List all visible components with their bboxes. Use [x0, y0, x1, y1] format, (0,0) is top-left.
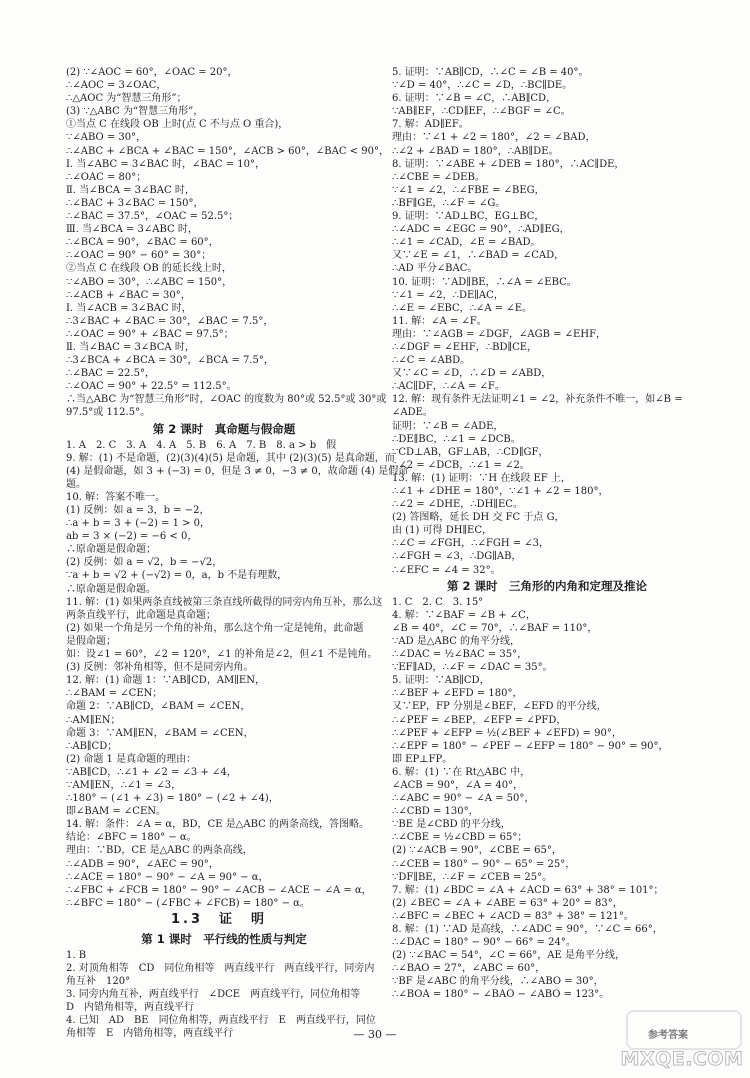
answer-line: 即 EP⊥FP。: [392, 753, 453, 765]
answer-line: ∵a + b = √2 + (−√2) = 0，a，b 不是有理数，: [66, 570, 288, 582]
answer-line: ∴AC∥DF，∴∠A = ∠F。: [392, 381, 505, 393]
answer-line: 即∠BAM = ∠CEN。: [66, 806, 167, 818]
answer-line: (2) ∵∠AOC = 60°，∠OAC = 20°，: [66, 67, 238, 78]
answer-line: ∴AD 平分∠BAC。: [392, 263, 478, 275]
answer-line: ∴∠BAC + 3∠BAC = 150°，: [66, 197, 204, 209]
answer-line: ∴∠2 + ∠BAD = 180°，∴AB∥DE。: [392, 145, 559, 157]
answer-line: ∴∠BFC = 180° − (∠FBC + ∠FCB) = 180° − α。: [66, 897, 310, 909]
answer-line: ∴∠FGH = ∠3，∴DG∥AB，: [392, 551, 522, 563]
answer-line: 又∵∠E = ∠1，∴∠BAD = ∠CAD，: [392, 250, 565, 262]
answer-line: ∵BE 是∠CBD 的平分线，: [392, 819, 511, 831]
answer-line: ∴∠OAC = 80°；: [66, 171, 147, 183]
answer-line: 理由：∵∠1 + ∠2 = 180°，∠2 = ∠BAD，: [392, 132, 596, 144]
answer-line: (1) 反例：如 a = 3，b = −2，: [66, 505, 210, 516]
answer-line: ∴∠1 + ∠DHE = 180°，∵∠1 + ∠2 = 180°，: [392, 486, 609, 497]
answer-line: ∴a + b = 3 + (−2) = 1 > 0，: [66, 518, 211, 530]
answer-line: ∴∠1 = ∠CAD，∠E = ∠BAD。: [392, 237, 541, 249]
answer-line: 2. 对顶角相等 CD 同位角相等 两直线平行 两直线平行，同旁内: [66, 963, 375, 974]
answer-line: ∴∠DAC = 180° − 90° − 66° = 24°。: [392, 937, 576, 949]
answer-line: ∵∠1 = ∠2，∴∠FBE = ∠BEG，: [392, 184, 545, 196]
answer-line: ①当点 C 在线段 OB 上时(点 C 不与点 O 重合)，: [66, 119, 289, 131]
answer-line: ab = 3 × (−2) = −6 < 0，: [66, 531, 198, 543]
answer-line: (2) 如果一个角是另一个角的补角，那么这个角一定是钝角，此命题: [66, 622, 364, 634]
answer-line: ∴∠E = ∠EBC，∴∠A = ∠E。: [392, 302, 533, 314]
answer-line: 8. 证明：∵∠ABE + ∠DEB = 180°，∴AC∥DE，: [392, 158, 625, 170]
answer-line: 两条直线平行，此命题是真命题；: [66, 609, 216, 621]
answer-line: ∴∠CBE = ∠DEB。: [392, 171, 485, 183]
answer-line: ∴∠CBE = ½∠CBD = 65°；: [392, 832, 528, 844]
watermark-text: MXQE.COM: [620, 1048, 744, 1070]
answer-line: (2) 命题 1 是真命题的理由：: [66, 753, 197, 765]
answer-line: 8. 解：(1) ∵AD 是高线，∴∠ADC = 90°，∵∠C = 66°，: [392, 924, 663, 935]
answer-line: ∴∠PEF = ∠BEP，∠EFP = ∠PFD，: [392, 714, 567, 726]
answer-line: ∴∠EPF = 180° − ∠PEF − ∠EFP = 180° − 90° = 90°，: [392, 740, 669, 752]
section-heading: 第 2 课时 真命题与假命题: [152, 421, 296, 436]
answer-line: ∴AB∥CD；: [66, 740, 118, 752]
answer-line: ∴∠CEB = 180° − 90° − 65° = 25°，: [392, 858, 576, 870]
answer-line: ∴∠BFC = ∠BEC + ∠ACD = 83° + 38° = 121°。: [392, 910, 634, 922]
answer-line: 11. 解：(1) 如果两条直线被第三条直线所截得的同旁内角互补，那么这: [66, 596, 383, 608]
answer-line: (4) 是假命题，如 3 + (−3) = 0，但是 3 ≠ 0，−3 ≠ 0，故命题 (4) 是假命: [66, 465, 409, 477]
answer-line: ∵∠1 = ∠2，∴DE∥AC，: [392, 289, 504, 301]
answer-line: Ⅲ. 当∠BCA = 3∠ABC 时，: [66, 224, 198, 236]
answer-line: ∴∠DGF = ∠EHF，∴BD∥CE，: [392, 341, 538, 353]
answer-line: ∴180° − (∠1 + ∠3) = 180° − (∠2 + ∠4)，: [66, 793, 279, 805]
answer-line: 1. C 2. C 3. 15°: [392, 596, 484, 608]
answer-line: 1. B: [66, 949, 87, 961]
answer-line: ∵∠ABO = 30°，: [66, 132, 147, 144]
answer-line: 又∵EP，FP 分别是∠BEF，∠EFD 的平分线，: [392, 701, 607, 713]
answer-line: 3. 同旁内角互补，两直线平行 ∠DCE 两直线平行，同位角相等: [66, 989, 361, 1001]
answer-line: 命题 2：∵AB∥CD，∠BAM = ∠CEN，: [66, 701, 251, 713]
answer-line: ∴∠C = ∠FGH，∴∠FGH = ∠3，: [392, 538, 550, 550]
answer-line: 6. 解：(1) ∵在 Rt△ABC 中，: [392, 766, 531, 778]
answer-key-tag: 参考答案: [648, 1030, 688, 1041]
answer-line: (2) 反例：如 a = √2，b = −√2，: [66, 557, 223, 569]
answer-line: ∴∠OAC = 90° − 60° = 30°；: [66, 250, 212, 262]
answer-line: ∵AD 是△ABC 的角平分线，: [392, 635, 521, 647]
answer-line: 12. 解：现有条件无法证明∠1 = ∠2，补充条件不唯一，如∠B =: [392, 394, 683, 406]
answer-line: ∵DF∥BE，∴∠F = ∠CEB = 25°。: [392, 871, 553, 883]
answer-line: ∴原命题是假命题。: [66, 583, 156, 595]
answer-line: ∠ACB = 90°，∠A = 40°，: [392, 779, 524, 791]
answer-line: 9. 证明：∵AD⊥BC，EG⊥BC，: [392, 211, 545, 223]
answer-line: ∴∠AOC = 3∠OAC，: [66, 80, 167, 92]
answer-line: ∴∠DAC = ½∠BAC = 35°，: [392, 649, 528, 661]
answer-line: 7. 解：(1) ∠BDC = ∠A + ∠ACD = 63° + 38° = 101°；: [392, 884, 664, 896]
answer-line: 9. 解：(1) 不是命题，(2)(3)(4)(5) 是命题，其中 (2)(3)(5) 是真命题，而: [66, 452, 395, 464]
answer-line: 角相等 E 内错角相等，两直线平行: [66, 1028, 234, 1040]
answer-line: 11. 解：∠A = ∠F。: [392, 315, 487, 327]
answer-line: 13. 解：(1) 证明：∵H 在线段 EF 上，: [392, 472, 571, 484]
answer-line: ∴∠CBD = 130°，: [392, 806, 479, 818]
answer-line: ②当点 C 在线段 OB 的延长线上时，: [66, 263, 232, 275]
answer-line: ∴∠BEF + ∠EFD = 180°，: [392, 688, 523, 700]
answer-line: ∴∠BAO = 27°，∠ABC = 60°，: [392, 963, 546, 975]
answer-line: ∴∠ADB = 90°，∠AEC = 90°，: [66, 858, 219, 870]
answer-line: ∴∠BAC = 37.5°，∠OAC = 52.5°；: [66, 211, 239, 223]
answer-line: ∵BF 是∠ABC 的角平分线，∴∠ABO = 30°，: [392, 976, 604, 988]
answer-line: 14. 解：条件：∠A = α，BD，CE 是△ABC 的两条高线，答图略。: [66, 819, 369, 831]
answer-line: ∴原命题是假命题；: [66, 544, 156, 556]
answer-line: (3) ∵△ABC 为“智慧三角形”，: [66, 106, 204, 118]
answer-line: (2) ∵∠ACB = 90°，∠CBE = 65°，: [392, 845, 562, 857]
answer-line: ∵CD⊥AB，GF⊥AB，∴CD∥GF，: [392, 446, 549, 458]
answer-line: 97.5°或 112.5°。: [66, 407, 151, 419]
answer-line: (2) 答图略，延长 DH 交 FC 于点 G，: [392, 512, 565, 524]
answer-line: 12. 解：(1) 命题 1：∵AB∥CD，AM∥EN，: [66, 675, 265, 687]
answer-line: 10. 证明：∵AD∥BE，∴∠A = ∠EBC。: [392, 276, 577, 288]
answer-line: 角互补 120°: [66, 976, 131, 988]
answer-line: 由 (1) 可得 DH∥EC，: [392, 525, 493, 537]
answer-line: 4. 解：∵∠BAF = ∠B + ∠C，: [392, 609, 536, 621]
answer-line: ∴3∠BCA + ∠BCA = 30°，∠BCA = 7.5°，: [66, 355, 274, 367]
answer-line: (3) 反例：邻补角相等，但不是同旁内角。: [66, 662, 254, 674]
answer-line: ∵AM∥EN，∴∠1 = ∠3，: [66, 779, 182, 791]
answer-line: 7. 解：AD∥EF。: [392, 119, 469, 131]
answer-line: ∴∠ABC + ∠BCA + ∠BAC = 150°，∠ACB > 60°，∠BAC < 90°，: [66, 145, 389, 157]
answer-line: ∴∠C = ∠ABD。: [392, 355, 471, 367]
answer-line: ∴∠EFC = ∠4 = 32°。: [392, 564, 501, 576]
answer-line: 6. 证明：∵∠B = ∠C，∴AB∥CD，: [392, 93, 557, 105]
answer-line: ∴∠BOA = 180° − ∠BAO − ∠ABO = 123°。: [392, 989, 610, 1001]
answer-line: ∠B = 40°，∠C = 70°，∴∠BAF = 110°，: [392, 622, 598, 634]
answer-line: ∴AM∥EN；: [66, 714, 121, 726]
answer-line: ∵AB∥EF，∴CD∥EF，∴∠BGF = ∠C。: [392, 106, 571, 118]
answer-line: ∴3∠BAC + ∠BAC = 30°，∠BAC = 7.5°，: [66, 315, 274, 327]
answer-line: 10. 解：答案不唯一。: [66, 491, 166, 503]
right-column: [392, 66, 692, 1002]
answer-line: ∴∠2 = ∠DHE，∴DH∥EC。: [392, 499, 523, 511]
answer-line: Ⅰ. 当∠ACB = 3∠BAC 时，: [66, 302, 192, 314]
answer-line: Ⅱ. 当∠BCA = 3∠BAC 时，: [66, 184, 195, 196]
answer-line: ∠ADE。: [392, 407, 433, 419]
answer-line: 证明：∵∠B = ∠ADE，: [392, 420, 504, 432]
answer-line: ∵EF∥AD，∴∠F = ∠DAC = 35°。: [392, 662, 553, 674]
answer-line: ∴∠ADC = ∠EGC = 90°，∴AD∥EG，: [392, 224, 570, 236]
answer-line: 如：设∠1 = 60°，∠2 = 120°，∠1 的补角是∠2，但∠1 不是钝角。: [66, 649, 378, 661]
answer-line: ∴DE∥BC，∴∠1 = ∠DCB。: [392, 433, 521, 445]
answer-line: (2) ∠BEC = ∠A + ∠ABE = 63° + 20° = 83°，: [392, 897, 623, 909]
answer-line: ∴∠BCA = 90°，∠BAC = 60°，: [66, 237, 219, 249]
answer-line: ∴∠OAC = 90° + 22.5° = 112.5°。: [66, 381, 237, 393]
answer-line: ∴当△ABC 为“智慧三角形”时，∠OAC 的度数为 80°或 52.5°或 30°或: [66, 394, 387, 406]
answer-line: ∴∠ACE = 180° − 90° − ∠A = 90° − α，: [66, 871, 269, 883]
answer-line: ∴∠ACB + ∠BAC = 30°，: [66, 289, 191, 301]
answer-line: 理由：∵BD，CE 是△ABC 的两条高线，: [66, 845, 253, 857]
watermark-stamp-icon: [626, 1010, 742, 1050]
section-heading: 第 1 课时 平行线的性质与判定: [141, 931, 307, 946]
left-column: [66, 66, 409, 1041]
answer-line: ∴∠2 = ∠DCB，∴∠1 = ∠2。: [392, 459, 530, 471]
answer-line: D 内错角相等，两直线平行: [66, 1002, 195, 1014]
answer-line: ∴∠BAC = 22.5°，: [66, 368, 155, 380]
answer-line: ∵∠D = 40°，∴∠C = ∠D，∴BC∥DE。: [392, 80, 573, 92]
answer-line: 又∵∠C = ∠D，∴∠D = ∠ABD，: [392, 368, 552, 380]
answer-line: 命题 3：∵AM∥EN，∠BAM = ∠CEN，: [66, 727, 254, 739]
answer-line: ∴∠OAC = 90° + ∠BAC = 97.5°；: [66, 328, 234, 340]
answer-line: ∵AB∥CD，∴∠1 + ∠2 = ∠3 + ∠4，: [66, 766, 237, 778]
watermark-logo: [620, 1040, 744, 1074]
section-heading: 第 2 课时 三角形的内角和定理及推论: [446, 578, 647, 593]
answer-line: 5. 证明：∵AB∥CD，: [392, 675, 490, 687]
answer-line: ∴∠BAM = ∠CEN；: [66, 688, 163, 700]
answer-line: ∵∠ABO = 30°，∴∠ABC = 150°，: [66, 276, 233, 288]
answer-line: ∴BF∥GE，∴∠F = ∠G。: [392, 197, 506, 209]
answer-line: ∴∠PEF + ∠EFP = ½(∠BEF + ∠EFD) = 90°，: [392, 727, 622, 739]
answer-line: ∴∠ABC = 90° − ∠A = 50°，: [392, 793, 535, 805]
chapter-heading: 1.3 证 明: [170, 911, 268, 927]
answer-line: Ⅱ. 当∠BAC = 3∠BCA 时，: [66, 341, 195, 353]
answer-line: 是假命题；: [66, 635, 116, 647]
answer-line: ∴∠FBC + ∠FCB = 180° − 90° − ∠ACB − ∠ACE − ∠A = α，: [66, 884, 372, 896]
page-number: — 30 —: [353, 1028, 397, 1041]
answer-line: 结论：∠BFC = 180° − α。: [66, 832, 197, 844]
answer-line: 1. A 2. C 3. A 4. A 5. B 6. A 7. B 8. a > b 假: [66, 439, 337, 451]
answer-line: Ⅰ. 当∠ABC = 3∠BAC 时，∠BAC = 10°，: [66, 158, 266, 170]
answer-line: 4. 已知 AD BE 同位角相等，两直线平行 E 两直线平行，同位: [66, 1015, 376, 1027]
answer-line: (2) ∵∠BAC = 54°，∠C = 66°，AE 是角平分线，: [392, 950, 625, 962]
answer-line: 5. 证明：∵AB∥CD，∴∠C = ∠B = 40°。: [392, 67, 589, 78]
answer-line: ∴△AOC 为“智慧三角形”；: [66, 93, 187, 105]
answer-line: 理由：∵∠AGB = ∠DGF，∠AGB = ∠EHF，: [392, 328, 607, 340]
answer-line: 题。: [66, 478, 86, 490]
